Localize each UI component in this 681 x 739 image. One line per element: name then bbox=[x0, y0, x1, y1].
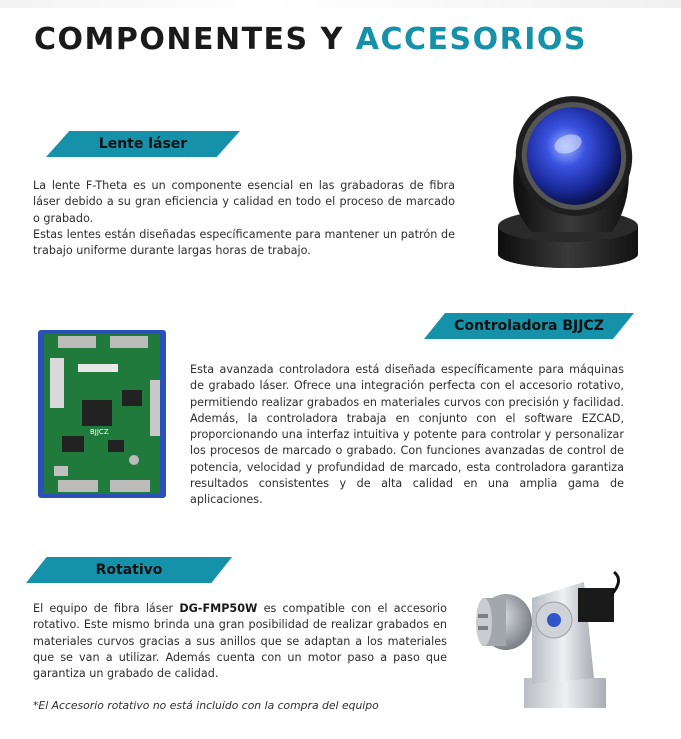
top-decorative-strip bbox=[0, 0, 681, 8]
f-theta-lens-image bbox=[486, 86, 644, 272]
rotary-text-after: es compatible con el accesorio rotativo. Este mismo brinda una gran posibilidad de realizar grabados en materiales curvos gracias a sus anillos que se adaptan a los materiales que se van a utilizar. Además cuenta con un motor paso a paso que garantiza un grabado de calidad. bbox=[33, 602, 447, 681]
controller-description: Esta avanzada controladora está diseñada específicamente para máquinas de grabado láser. Ofrece una integración perfecta con el accesorio rotativo, permitiendo realizar grabados en materiales curvos con precisión y facilidad. Además, la controladora trabaja en conjunto con el software EZCAD, proporcionando una interfaz intuitiva y potente para controlar y personalizar los procesos de marcado o grabado. Con funciones avanzadas de control de potencia, velocidad y profundidad de marcado, esta controladora garantiza resultados consistentes y de alta calidad en una amplia gama de aplicaciones. bbox=[190, 363, 624, 507]
rotary-text-before: El equipo de fibra láser bbox=[33, 602, 174, 615]
rotary-heading-label: Rotativo bbox=[95, 562, 163, 578]
controller-heading-label: Controladora BJJCZ bbox=[454, 318, 604, 334]
rotary-accessory-image bbox=[474, 568, 634, 716]
rotary-model-name: DG-FMP50W bbox=[179, 602, 258, 615]
page-title-main: COMPONENTES Y bbox=[34, 22, 344, 57]
lens-description bbox=[33, 178, 455, 259]
lens-heading-label: Lente láser bbox=[98, 136, 188, 152]
controller-section-heading bbox=[424, 313, 634, 339]
lens-paragraph-1: La lente F-Theta es un componente esencial en las grabadoras de fibra láser debido a su gran eficiencia y calidad en todo el proceso de marcado o grabado. bbox=[33, 179, 455, 225]
controller-board-image bbox=[38, 330, 168, 500]
page-title bbox=[34, 22, 587, 57]
rotary-section-heading bbox=[26, 557, 232, 583]
rotary-disclaimer-note: *El Accesorio rotativo no está incluido con la compra del equipo bbox=[33, 699, 379, 712]
lens-paragraph-2: Estas lentes están diseñadas específicamente para mantener un patrón de trabajo uniforme durante largas horas de trabajo. bbox=[33, 227, 455, 258]
rotary-description bbox=[33, 601, 447, 682]
board-label-text: BJJCZ bbox=[90, 428, 109, 436]
lens-section-heading bbox=[46, 131, 240, 157]
page-title-accent: ACCESORIOS bbox=[355, 22, 587, 57]
